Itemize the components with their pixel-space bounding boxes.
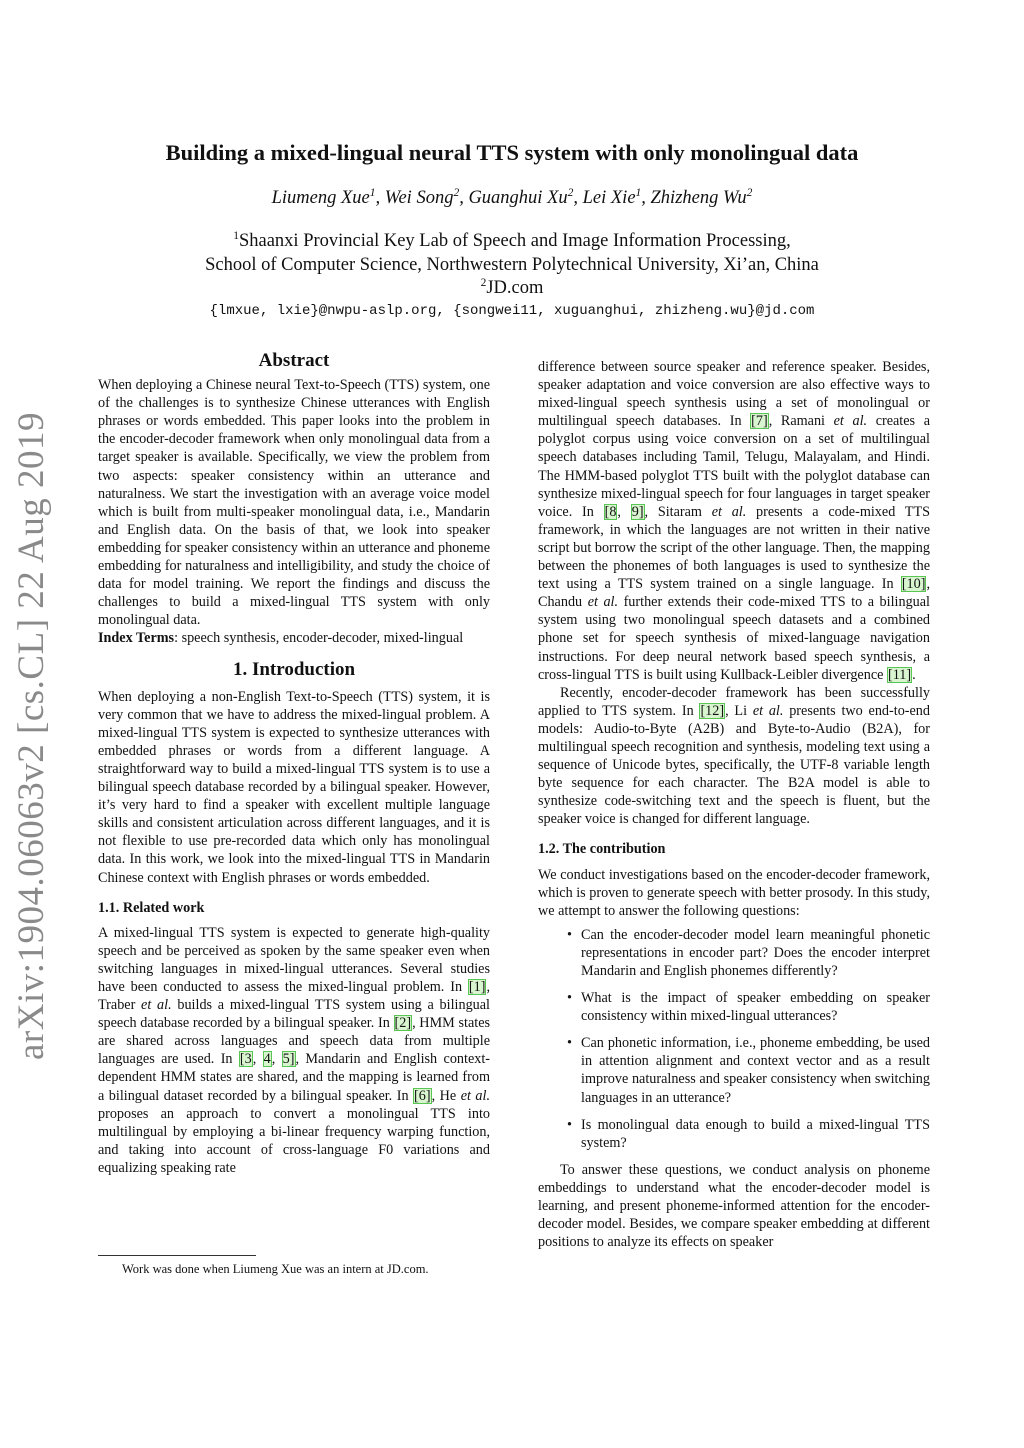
- author-name: Guanghui Xu: [468, 188, 568, 208]
- author-list: Liumeng Xue$^1$, Wei Song$^2$, Guanghui Xu$^2$, Lei Xie$^1$, Zhizheng Wu$^2$: [271, 186, 753, 208]
- affiliation-1-line-2: School of Computer Science, Northwestern Polytechnical University, Xi’an, China: [205, 254, 819, 275]
- encoder-decoder-paragraph: Recently, encoder-decoder framework has been successfully applied to TTS system. In [12], Li et al. presents two end-to-end models: Audio-to-Byte (A2B) and Byte-to-Audio (B2A), for multilingual speech recognition and synthesis, modeling text using a sequence of Unicode bytes, specifically, the UTF-8 variable length byte sequence for each character. The B2A model is able to synthesize code-switching text and the speech is fluent, but the speaker voice is changed for different language.: [538, 684, 930, 828]
- citation-link[interactable]: [10]: [901, 576, 926, 593]
- citation-link[interactable]: [7]: [751, 413, 768, 430]
- paper-title: Building a mixed-lingual neural TTS system with only monolingual data: [165, 140, 859, 165]
- author-emails: {lmxue, lxie}@nwpu-aslp.org, {songwei11, xuguanghui, zhizheng.wu}@jd.com: [209, 303, 815, 319]
- contribution-heading: 1.2. The contribution: [538, 841, 666, 858]
- index-terms: Index Terms: speech synthesis, encoder-decoder, mixed-lingual: [98, 630, 464, 647]
- arxiv-watermark: arXiv:1904.06063v2 [cs.CL] 22 Aug 2019: [11, 412, 52, 1060]
- citation-link[interactable]: 4: [263, 1051, 271, 1068]
- citation-link[interactable]: 9]: [631, 503, 644, 520]
- question-item: • Can phonetic information, i.e., phoneme embedding, be used in attention alignment and context vector and as a result improve naturalness and speaker consistency when switching languages in an utterance?: [567, 1035, 930, 1106]
- author-name: Lei Xie: [582, 188, 636, 208]
- citation-link[interactable]: 5]: [282, 1051, 295, 1068]
- question-item: • Is monolingual data enough to build a mixed-lingual TTS system?: [567, 1116, 930, 1151]
- footnote-rule: [98, 1255, 256, 1256]
- related-work-continued: difference between source speaker and reference speaker. Besides, speaker adaptation and voice conversion are also effective ways to mixed-lingual speech synthesis using a set of monolingual or multilingual speech databases. In [7], Ramani et al. creates a polyglot corpus using voice conversion on a set of multilingual speech databases including Tamil, Telugu, Malayalam, and Hindi. The HMM-based polyglot TTS built with the polyglot database can synthesize mixed-lingual speech for four languages in target speaker voice. In [8, 9], Sitaram et al. presents a code-mixed TTS framework, in which the languages are not written in their native script but borrow the script of the other language. Then, the mapping between the phonemes of both languages is used to synthesize the text using a TTS system trained on a single language. In [10], Chandu et al. further extends their code-mixed TTS to a bilingual system using two monolingual speech datasets and a combined phone set for speech synthesis of mixed-language navigation instructions. For deep neural network based speech synthesis, a cross-lingual TTS is built using Kullback-Leibler divergence [11].: [538, 359, 931, 683]
- author-name: Wei Song: [384, 188, 454, 208]
- right-column: [538, 358, 930, 1251]
- citation-link[interactable]: [2]: [394, 1015, 412, 1032]
- question-item: • Can the encoder-decoder model learn meaningful phonetic representations in encoder part? Does the encoder interpret Mandarin and English phonemes differently?: [567, 926, 930, 979]
- citation-link[interactable]: [8: [604, 503, 617, 520]
- left-column: [98, 352, 490, 1177]
- footnote: Work was done when Liumeng Xue was an intern at JD.com.: [122, 1262, 429, 1276]
- citation-link[interactable]: [1]: [468, 979, 486, 995]
- citation-link[interactable]: [12]: [700, 702, 725, 719]
- citation-link[interactable]: [6]: [414, 1087, 431, 1104]
- abstract-heading: Abstract: [258, 350, 330, 371]
- introduction-heading: 1. Introduction: [232, 658, 356, 680]
- related-work-paragraph: A mixed-lingual TTS system is expected to generate high-quality speech and be perceived as spoken by the same speaker even when switching languages in mixed-lingual utterances. Several studies have been conducted to assess the mixed-lingual problem. In [1], Traber et al. builds a mixed-lingual TTS system using a bilingual speech database recorded by a bilingual speaker. In [2], HMM states are shared across languages and speech data from multiple languages are used. In [3, 4, 5], Mandarin and English context-dependent HMM states are shared, and the mapping is learned from a bilingual dataset recorded by a bilingual speaker. In [6], He et al. proposes an approach to convert a monolingual TTS into multilingual by employing a bi-linear frequency warping function, and taking into account of cross-language F0 variations and equalizing speaking rate: [98, 924, 491, 1176]
- author-name: Liumeng Xue: [271, 188, 370, 208]
- citation-link[interactable]: [11]: [887, 666, 912, 683]
- affiliation-2: $^2$JD.com: [480, 276, 544, 298]
- author-name: Zhizheng Wu: [650, 188, 747, 208]
- question-item: • What is the impact of speaker embedding on speaker consistency within mixed-lingual utterances?: [567, 990, 930, 1025]
- affiliations: [80, 230, 944, 301]
- citation-link[interactable]: [3: [239, 1051, 252, 1068]
- abstract-text: When deploying a Chinese neural Text-to-Speech (TTS) system, one of the challenges is to synthesize Chinese utterances with English phrases or words embedded. This paper looks into the problem in the encoder-decoder framework when only monolingual data from a target speaker is available. Specifically, we view the problem from two aspects: speaker consistency within an utterance and naturalness. We start the investigation with an average voice model which is built from multi-speaker monolingual data, i.e., Mandarin and English data. On the basis of that, we look into speaker embedding for speaker consistency within an utterance and phoneme embedding for naturalness and intelligibility, and study the choice of data for model training. We report the findings and discuss the challenges to build a mixed-lingual TTS system with only monolingual data.: [98, 377, 490, 629]
- contribution-intro: We conduct investigations based on the encoder-decoder framework, which is proven to generate speech with better prosody. In this study, we attempt to answer the following questions:: [538, 866, 930, 919]
- related-work-heading: 1.1. Related work: [98, 899, 205, 916]
- contribution-closing: To answer these questions, we conduct analysis on phoneme embeddings to understand what the encoder-decoder model is learning, and present phoneme-informed attention for the encoder-decoder model. Besides, we compare speaker embedding at different positions to analyze its effects on speaker: [538, 1161, 930, 1251]
- introduction-paragraph: When deploying a non-English Text-to-Speech (TTS) system, it is very common that we have to address the mixed-lingual problem. A mixed-lingual TTS system is expected to synthesize utterances with embedded phrases or words from a different language. A straightforward way to build a mixed-lingual TTS system is to use a bilingual speech database recorded by a bilingual speaker. However, it’s very hard to find a speaker with excellent multiple language skills and consistent articulation across different languages, and it is not flexible to use pre-recorded data which only has monolingual data. In this work, we look into the mixed-lingual TTS in Mandarin Chinese context with English phrases or words embedded.: [98, 688, 490, 886]
- research-questions: [538, 926, 930, 1152]
- affiliation-1: $^1$Shaanxi Provincial Key Lab of Speech and Image Information Processing,: [233, 229, 791, 251]
